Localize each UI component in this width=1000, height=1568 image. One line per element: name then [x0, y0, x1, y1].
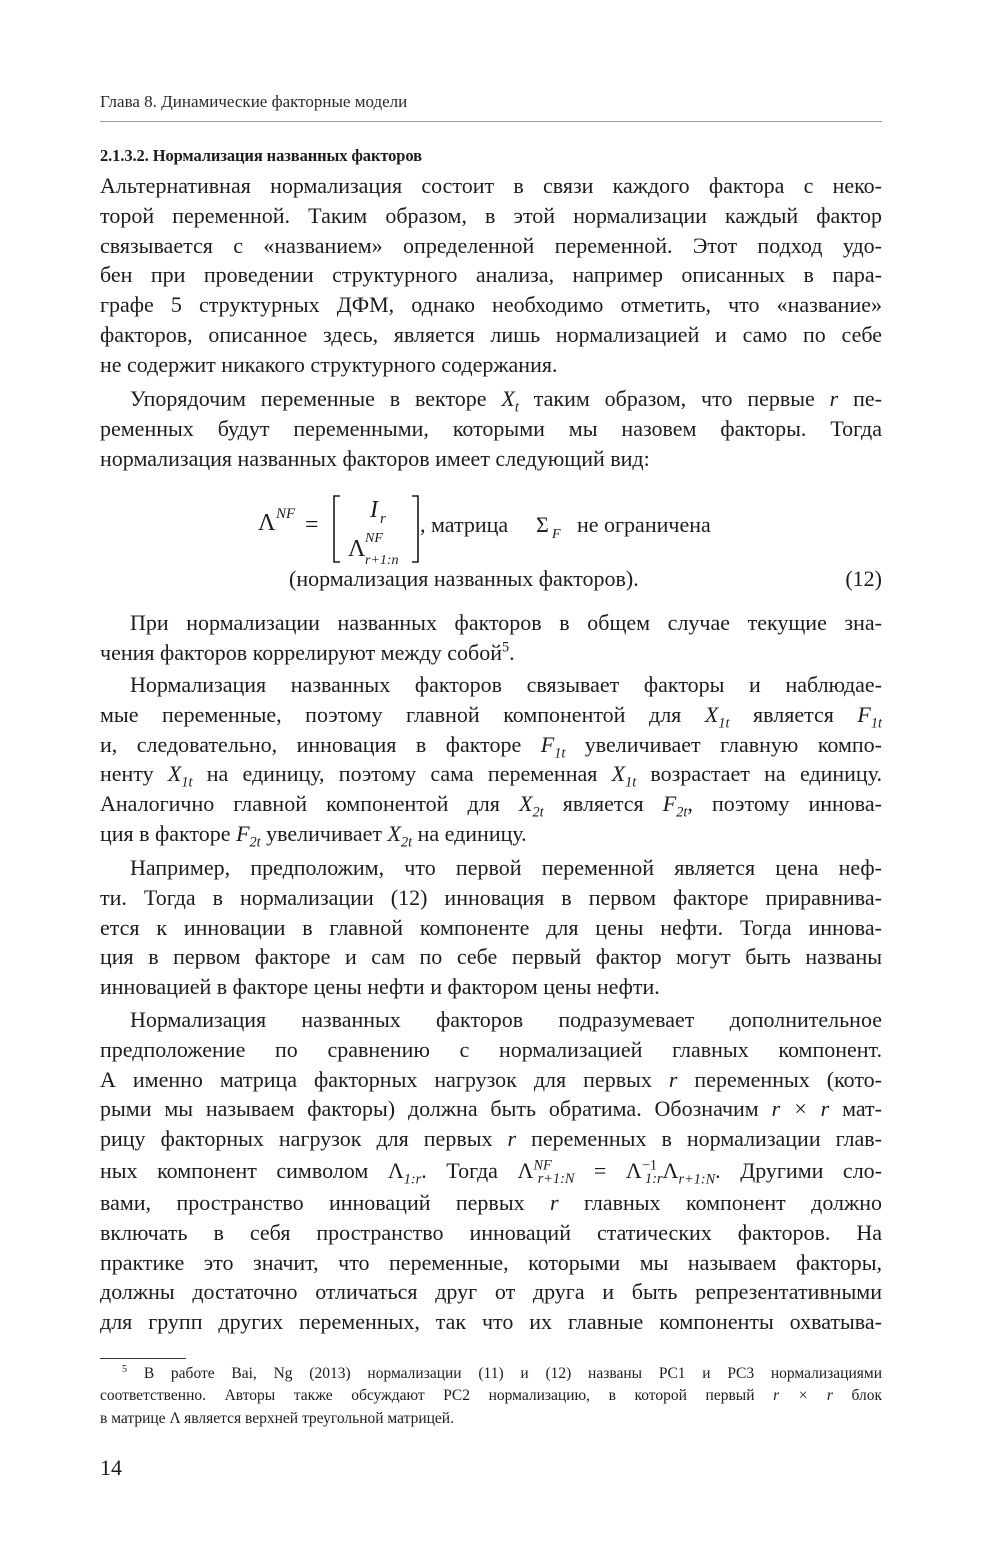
text-line: включать в себя пространство инноваций статических факторов. На — [100, 1219, 882, 1245]
footnote-ref: 5 — [502, 639, 510, 656]
nf-superscript: NF — [276, 506, 296, 522]
text-line: торой переменной. Таким образом, в этой нормализации каждый фактор — [100, 202, 882, 228]
text-line: для групп других переменных, так что их главные компоненты охватыва- — [100, 1309, 882, 1335]
text-line: чения факторов коррелируют между собой$^5$. — [100, 639, 515, 665]
text-line: Нормализация названных факторов подразумевает дополнительное — [130, 1007, 882, 1032]
text-line: бен при проведении структурного анализа, например описанных в пара- — [100, 262, 882, 288]
section-title: 2.1.3.2. Нормализация названных факторов — [100, 146, 422, 165]
sigma-symbol: Σ — [536, 512, 549, 537]
text-line: графе 5 структурных ДФМ, однако необходимо отметить, что «название» — [100, 292, 882, 318]
footnote-5 — [100, 1363, 882, 1430]
text-line: ременных будут переменными, которыми мы назовем факторы. Тогда — [100, 415, 882, 441]
identity-subscript: r — [380, 511, 386, 527]
text-line: А именно матрица факторных нагрузок для первых r переменных (кото- — [100, 1066, 883, 1092]
equation-12 — [100, 490, 882, 600]
sigma-subscript: F — [552, 527, 561, 542]
text-line: рицу факторных нагрузок для первых r переменных в нормализации глав- — [100, 1126, 882, 1152]
footnote-line: $^5$ В работе Bai, Ng (2013) нормализации (11) и (12) названы PC1 и PC3 нормализациями — [122, 1363, 882, 1382]
left-bracket — [334, 496, 340, 562]
formula-caption: (нормализация названных факторов). — [289, 566, 639, 591]
footnote-line: в матрице Λ является верхней треугольной матрицей. — [100, 1409, 454, 1427]
identity-symbol: I — [370, 497, 378, 523]
text-line: предположение по сравнению с нормализацией главных компонент. — [100, 1036, 882, 1062]
lambda-block-symbol: Λ — [348, 536, 366, 562]
text-line: ется к инновации в главной компоненте для цены нефти. Тогда иннова- — [100, 914, 882, 940]
text-line: мые переменные, поэтому главной компонентой для $X_{1t}$ является $F_{1t}$ — [100, 701, 882, 732]
equals-sign: = — [305, 512, 319, 538]
text-line: факторов, описанное здесь, является лишь нормализацией и само по себе — [100, 321, 882, 347]
paragraph-5 — [100, 853, 882, 1002]
equation-number: (12) — [845, 566, 882, 591]
lambda-block-subscript: r+1:n — [365, 553, 399, 568]
text-line: практике это значит, что переменные, которыми мы называем факторы, — [100, 1249, 882, 1275]
header-rule — [100, 121, 882, 122]
footnote-line: соответственно. Авторы также обсуждают PC2 нормализацию, в которой первый r × r блок — [100, 1387, 882, 1405]
text-line: инновацией в факторе цены нефти и фактором цены нефти. — [100, 974, 660, 1000]
lambda-block-superscript: NF — [365, 531, 383, 546]
running-head: Глава 8. Динамические факторные модели — [100, 92, 408, 111]
text-line: ненту $X_{1t}$ на единицу, поэтому сама переменная $X_{1t}$ возрастает на единицу. — [100, 761, 882, 791]
text-line: Альтернативная нормализация состоит в связи каждого фактора с неко- — [100, 173, 882, 198]
text-line: и, следовательно, инновация в факторе $F_{1t}$ увеличивает главную компо- — [100, 731, 882, 761]
text-line: Нормализация названных факторов связывает факторы и наблюдае- — [130, 672, 882, 697]
paragraph-4 — [100, 670, 882, 849]
equation-graphic — [100, 490, 882, 600]
text-line: Упорядочим переменные в векторе $X_t$ таким образом, что первые r пе- — [130, 386, 882, 416]
text-line: ти. Тогда в нормализации (12) инновация в первом факторе приравнива- — [100, 884, 882, 910]
text-line: ных компонент символом $\Lambda_{1:r}$. Тогда $\Lambda^{NF}_{r+1:N} = \Lambda^{-1}_{1:r}\Lambda_{r+1:N}$. Другими сло- — [100, 1157, 882, 1188]
text-line: рыми мы называем факторы) должна быть обратима. Обозначим r × r мат- — [100, 1096, 882, 1122]
formula-tail-text: не ограничена — [577, 512, 711, 537]
lambda-symbol: Λ — [258, 510, 276, 536]
text-line: вами, пространство инноваций первых r главных компонент должно — [100, 1189, 882, 1215]
footnote-rule — [100, 1358, 186, 1359]
text-line: связывается с «названием» определенной переменной. Этот подход удо- — [100, 232, 882, 258]
paragraph-1 — [100, 171, 882, 380]
text-line: Аналогично главной компонентой для $X_{2t}$ является $F_{2t}$, поэтому иннова- — [100, 791, 882, 821]
text-line: При нормализации названных факторов в общем случае текущие зна- — [130, 610, 882, 635]
text-line: Например, предположим, что первой переменной является цена неф- — [130, 855, 882, 880]
paragraph-3 — [100, 608, 882, 668]
text-line: ция в первом факторе и сам по себе первый фактор могут быть названы — [100, 944, 882, 970]
paragraph-6 — [100, 1005, 882, 1337]
page-number: 14 — [100, 1455, 122, 1480]
text-line: нормализация названных факторов имеет следующий вид: — [100, 445, 650, 471]
paragraph-2 — [100, 384, 882, 473]
text-line: не содержит никакого структурного содержания. — [100, 351, 558, 377]
text-line: ция в факторе $F_{2t}$ увеличивает $X_{2t}$ на единицу. — [100, 820, 527, 851]
footnote-mark: 5 — [122, 1363, 128, 1375]
right-bracket — [412, 496, 418, 562]
text-line: должны достаточно отличаться друг от друга и быть репрезентативными — [100, 1279, 882, 1305]
matrix-comma-text: , матрица — [420, 512, 509, 537]
